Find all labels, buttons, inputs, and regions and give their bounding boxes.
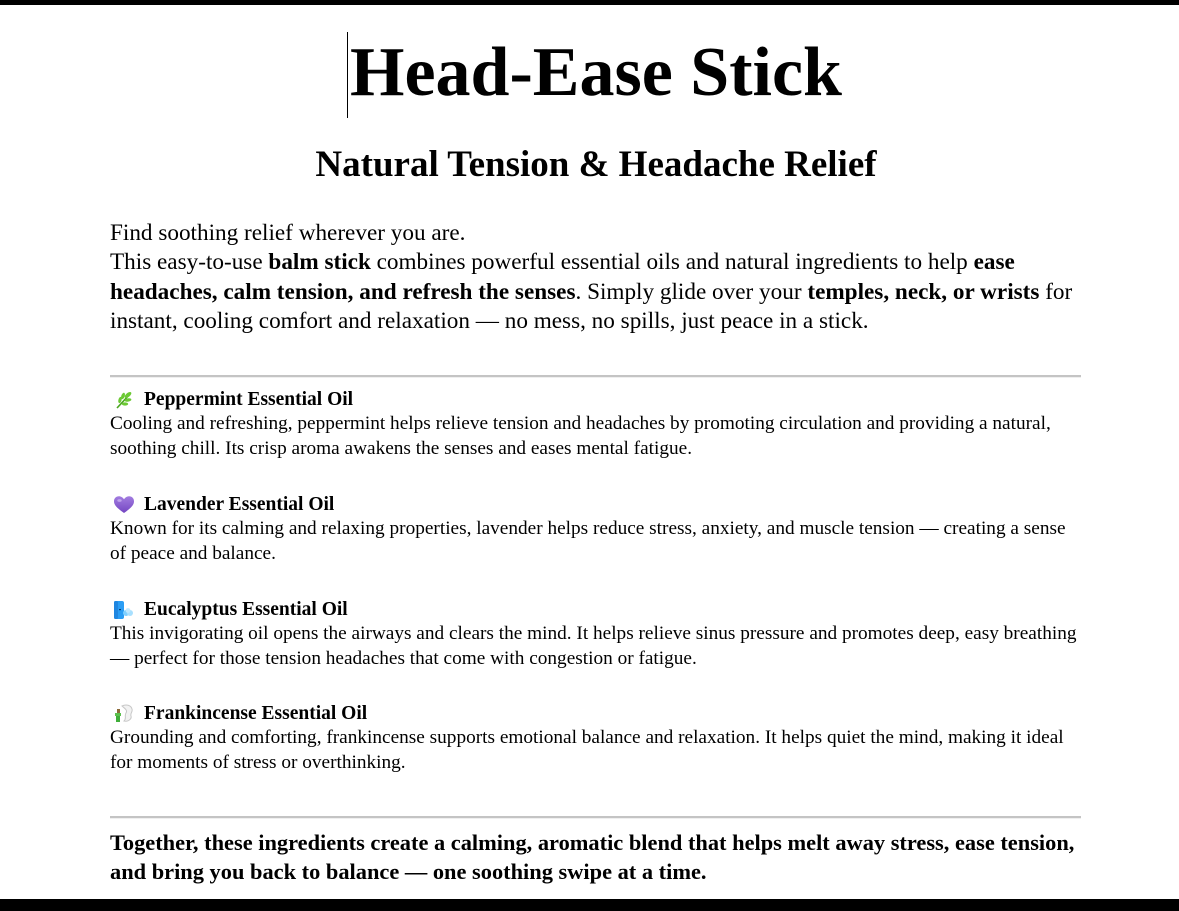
intro-text: This easy-to-use: [110, 249, 269, 276]
horizontal-rule: [110, 816, 1081, 819]
face-exhaling-icon: [113, 600, 135, 620]
horizontal-rule: [110, 375, 1081, 378]
intro-bold-benefits: ease headaches, calm tension, and refresh the senses: [110, 249, 1015, 305]
ingredient-description: Cooling and refreshing, peppermint helps relieve tension and headaches by promoting circulation and providing a natural, soothing chill. Its crisp aroma awakens the senses and eases mental fatigue.: [110, 413, 1051, 459]
ingredient-name: Lavender Essential Oil: [144, 494, 335, 515]
intro-section: [110, 219, 1082, 336]
document-title[interactable]: [110, 33, 1082, 113]
ingredient-description: This invigorating oil opens the airways and clears the mind. It helps relieve sinus pressure and promotes deep, easy breathing — perfect for those tension headaches that come with congestion or fatigue.: [110, 623, 1077, 669]
intro-bold-application-areas: temples, neck, or wrists: [807, 278, 1040, 305]
ingredient-name: Frankincense Essential Oil: [144, 703, 368, 724]
intro-text: for instant, cooling comfort and relaxation — no mess, no spills, just peace in a stick.: [110, 278, 1073, 334]
ingredient-description: Known for its calming and relaxing properties, lavender helps reduce stress, anxiety, and muscle tension — creating a sense of peace and balance.: [110, 518, 1066, 564]
intro-paragraph: [110, 248, 1082, 336]
ingredient-peppermint: [110, 388, 1082, 461]
purple-heart-icon: [113, 495, 135, 515]
text-cursor: [347, 32, 348, 118]
intro-text: . Simply glide over your: [575, 278, 808, 305]
ingredient-description: Grounding and comforting, frankincense supports emotional balance and relaxation. It helps quiet the mind, making it ideal for moments of stress or overthinking.: [110, 727, 1064, 773]
ingredient-lavender: [110, 493, 1082, 566]
ingredient-eucalyptus: [110, 598, 1082, 671]
ingredient-frankincense: [110, 702, 1082, 775]
document-subtitle: Natural Tension & Headache Relief: [315, 144, 877, 185]
incense-smoke-icon: [113, 704, 135, 724]
intro-line: Find soothing relief wherever you are.: [110, 220, 466, 246]
closing-statement: Together, these ingredients create a calming, aromatic blend that helps melt away stress, ease tension, and bring you back to balance — one soothing swipe at a time.: [110, 830, 1075, 884]
ingredient-name: Eucalyptus Essential Oil: [144, 599, 348, 620]
intro-bold-balm-stick: balm stick: [268, 249, 371, 276]
herb-icon: [113, 390, 135, 410]
window-frame-bottom: [0, 899, 1179, 911]
window-frame-top: [0, 0, 1179, 5]
ingredient-name: Peppermint Essential Oil: [144, 389, 354, 410]
intro-text: combines powerful essential oils and natural ingredients to help: [370, 249, 974, 276]
document-title-text: Head-Ease Stick: [350, 34, 842, 111]
